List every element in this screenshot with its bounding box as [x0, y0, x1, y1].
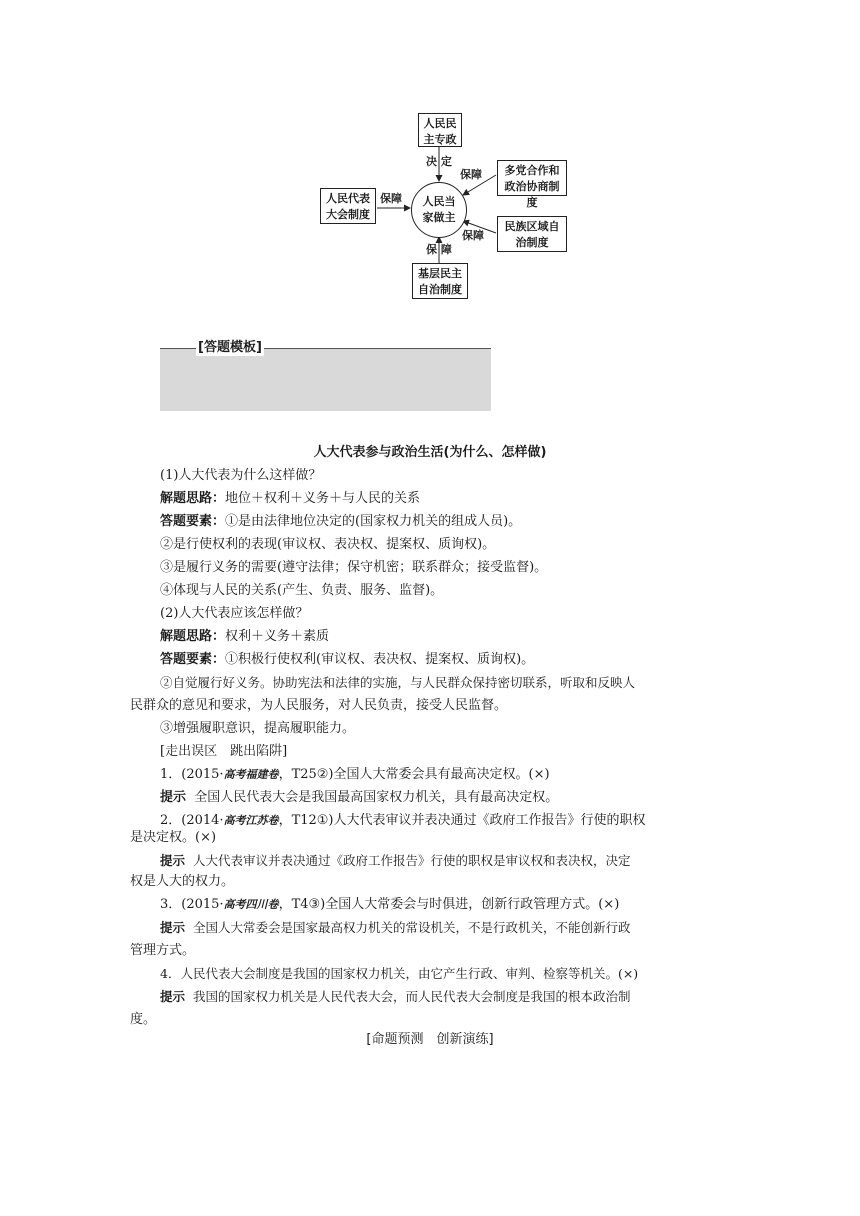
- hint-4-continued: 度。: [130, 1012, 157, 1027]
- item-1-pre: 1．(2015·: [160, 767, 224, 782]
- item-2-source: 高考江苏卷: [223, 814, 279, 827]
- q1-element-1: ①是由法律地位决定的(国家权力机关的组成人员)。: [225, 514, 522, 529]
- item-1-post: ，T25②)全国人大常委会具有最高决定权。(×): [278, 767, 550, 782]
- label-guarantee-right-top: 保障: [460, 168, 482, 181]
- q1-element-2: ②是行使权利的表现(审议权、表决权、提案权、质询权)。: [160, 537, 496, 552]
- box-multiparty-cooperation: [497, 160, 567, 209]
- q2-elements-label: 答题要素：: [160, 652, 226, 667]
- template-shaded-area: [160, 348, 491, 411]
- question-2: (2)人大代表应该怎样做？: [160, 606, 309, 621]
- box-grassroots-self-governance: [412, 263, 468, 299]
- label-guarantee-bottom: 保 障: [426, 243, 452, 256]
- hint-2: [160, 852, 630, 870]
- q2-element-2a: ②自觉履行好义务。协助宪法和法律的实施，与人民群众保持密切联系，听取和反映人: [160, 675, 636, 690]
- hint-1-label: 提示: [160, 790, 187, 805]
- box-right-top-text: 多党合作和政治协商制度: [504, 164, 560, 209]
- q1-idea: [160, 490, 420, 508]
- q2-idea-text: 权利＋义务＋素质: [225, 629, 330, 644]
- item-1-source: 高考福建卷: [223, 768, 279, 781]
- q2-idea-label: 解题思路：: [160, 629, 226, 644]
- item-2: [160, 812, 646, 830]
- item-2-post: ，T12①)人大代表审议并表决通过《政府工作报告》行使的职权: [278, 813, 646, 828]
- q2-element-3: ③增强履职意识，提高履职能力。: [160, 721, 356, 736]
- q1-element-3: ③是履行义务的需要(遵守法律；保守机密；联系群众；接受监督)。: [160, 560, 548, 575]
- trap-heading: [走出误区 跳出陷阱]: [160, 744, 288, 759]
- item-3-post: ，T4③)全国人大常委会与时俱进，创新行政管理方式。(×): [278, 897, 620, 912]
- hint-2-label: 提示: [160, 853, 186, 868]
- hint-4: [160, 988, 630, 1006]
- question-1: (1)人大代表为什么这样做？: [160, 468, 322, 483]
- item-4: 4．人民代表大会制度是我国的国家权力机关，由它产生行政、审判、检察等机关。(×): [160, 966, 639, 981]
- center-text: 人民当家做主: [422, 195, 456, 224]
- label-guarantee-right-bottom: 保障: [462, 229, 484, 242]
- label-guarantee-left: 保障: [380, 192, 402, 205]
- q1-idea-label: 解题思路：: [160, 491, 226, 506]
- hint-2-text: 人大代表审议并表决通过《政府工作报告》行使的职权是审议权和表决权，决定: [192, 853, 631, 868]
- box-bottom-text: 基层民主自治制度: [418, 267, 462, 296]
- item-3: [160, 896, 619, 914]
- answer-template-box: [160, 340, 491, 411]
- political-system-diagram: [300, 105, 590, 305]
- box-npc-system: [320, 188, 376, 224]
- item-3-pre: 3．(2015·: [160, 897, 224, 912]
- q2-element-2b: 民群众的意见和要求，为人民服务，对人民负责，接受人民监督。: [130, 698, 508, 713]
- hint-3-continued: 管理方式。: [130, 943, 196, 958]
- q1-element-4: ④体现与人民的关系(产生、负责、服务、监督)。: [160, 583, 444, 598]
- item-1: [160, 766, 550, 784]
- item-2-pre: 2．(2014·: [160, 813, 224, 828]
- hint-2-continued: 权是人大的权力。: [130, 874, 235, 889]
- q1-idea-text: 地位＋权利＋义务＋与人民的关系: [225, 491, 421, 506]
- footer-heading: [命题预测 创新演练]: [366, 1032, 494, 1047]
- template-title: [答题模板]: [198, 340, 262, 355]
- q2-elements: [160, 651, 534, 669]
- q1-elements: [160, 513, 521, 531]
- q1-elements-label: 答题要素：: [160, 514, 226, 529]
- box-left-text: 人民代表大会制度: [326, 192, 370, 221]
- hint-1-text: 全国人民代表大会是我国最高国家权力机关，具有最高决定权。: [194, 790, 559, 805]
- hint-1: [160, 789, 558, 807]
- item-2-continued: 是决定权。(×): [130, 830, 217, 845]
- hint-4-label: 提示: [160, 989, 186, 1004]
- box-right-bottom-text: 民族区域自治制度: [504, 220, 560, 249]
- item-3-source: 高考四川卷: [223, 898, 279, 911]
- hint-3: [160, 919, 630, 937]
- q2-idea: [160, 628, 329, 646]
- q2-element-1: ①积极行使权利(审议权、表决权、提案权、质询权)。: [225, 652, 535, 667]
- label-decide: 决 定: [426, 155, 452, 168]
- hint-3-text: 全国人大常委会是国家最高权力机关的常设机关，不是行政机关，不能创新行政: [192, 920, 631, 935]
- hint-3-label: 提示: [160, 920, 186, 935]
- section-heading: 人大代表参与政治生活(为什么、怎样做): [313, 445, 547, 460]
- box-people-democratic-dictatorship: [418, 113, 462, 147]
- box-top-text: 人民民主专政: [423, 117, 457, 146]
- hint-4-text: 我国的国家权力机关是人民代表大会，而人民代表大会制度是我国的根本政治制: [192, 989, 631, 1004]
- center-circle: [411, 182, 467, 238]
- box-ethnic-autonomy: [497, 216, 567, 252]
